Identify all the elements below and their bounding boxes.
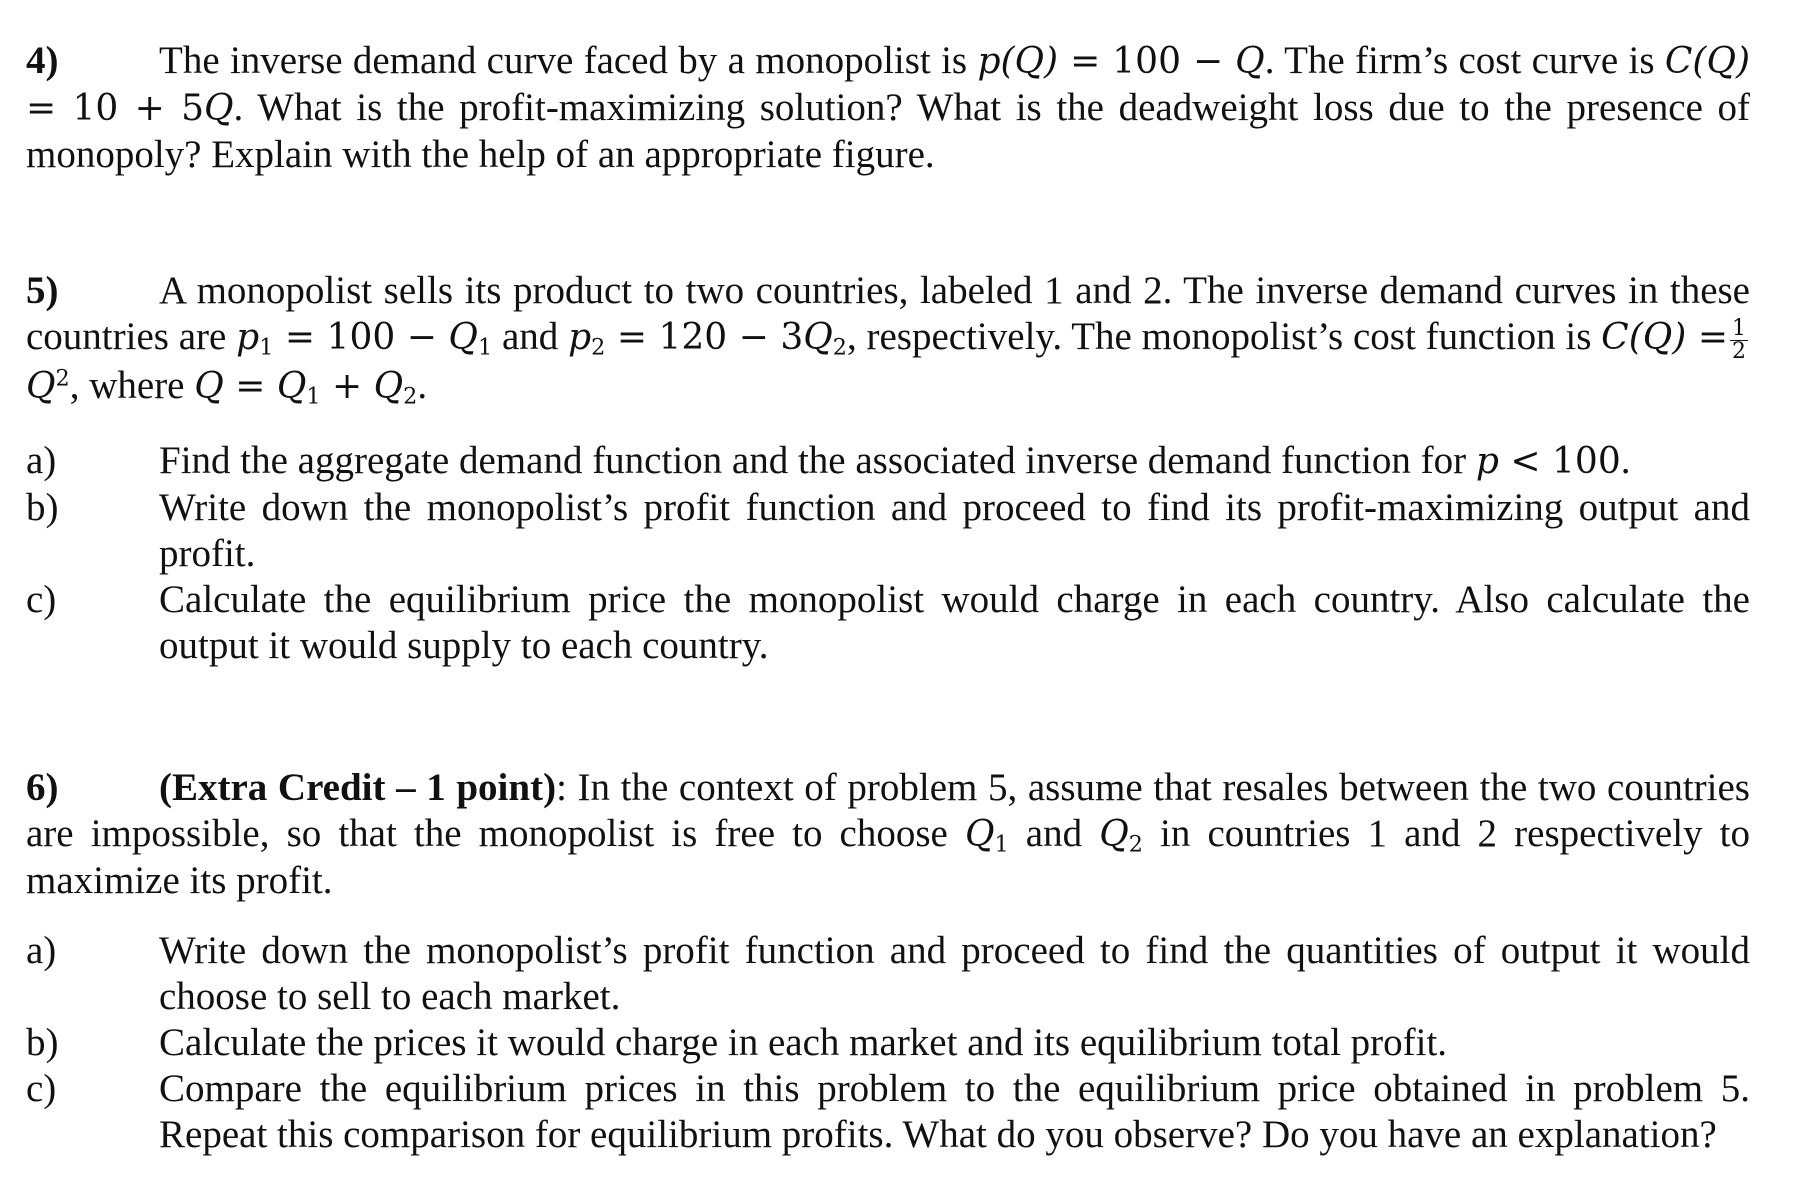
problem-6-q2: $Q_2$ [1099,813,1143,858]
problem-5-number: 5) [26,269,59,312]
problem-5-intro2: , respectively. The monopolist’s cost function is [846,315,1592,358]
problem-6-item-a [26,928,1750,1020]
item-label: a) [26,928,57,972]
item-label: b) [26,1020,59,1064]
problem-6-q1: $Q_1$ [964,813,1009,858]
problem-5-period: . [417,363,428,407]
problem-4-line1: The inverse demand curve faced by a monopolist is [159,39,968,82]
problem-6-number: 6) [26,765,59,809]
problem-4-rest: . What is the profit-maximizing solution? What is the deadweight loss due to the presence of monopoly? Explain with the help of an appropriate figure. [26,86,1750,176]
item-text: Calculate the prices it would charge in each market and its equilibrium total profit. [159,1020,1448,1064]
problem-5-item-b [26,485,1750,577]
problem-4-demand-equation: p(Q) = 100 − Q [977,41,1265,82]
problem-5-and: and [501,315,559,358]
problem-5-q-sum: $Q = Q_1 + Q_2$ [194,365,418,410]
problem-4 [26,38,1750,178]
problem-5-item-a [26,438,1750,485]
problem-5-text [26,268,1750,410]
problem-6-intro2: in countries 1 and 2 respectively to maximize its profit. [26,811,1751,902]
problem-5-intro1: A monopolist sells its product to two countries, labeled 1 and 2. The inverse demand curves in these countries are [26,269,1750,358]
problem-4-cost-equation: C(Q) = 10 + 5Q [26,41,1751,129]
problem-4-text [26,38,1750,178]
problem-6-extra-credit: (Extra Credit – 1 point) [159,765,557,809]
problem-5-item-c [26,577,1750,669]
problem-5 [26,268,1750,669]
problem-5-cost-function: C(Q) = $\frac{1}{2}$ $Q^2$ [26,315,1746,407]
price-condition: p < 100 [1475,440,1621,482]
item-label: c) [26,1066,57,1110]
problem-5-where: , where [69,363,185,407]
item-label: b) [26,485,59,529]
problem-6-intro1: : In the context of problem 5, assume that resales between the two countries are impossible, so that the monopolist is free to choose [26,765,1750,855]
item-label: a) [26,438,57,482]
item-text: Find the aggregate demand function and the associated inverse demand function for p < 100. [159,438,1631,482]
problem-6-text [26,765,1750,904]
problem-5-demand-2: $p_2 = 120 - 3Q_2$ [568,317,847,361]
item-text: Write down the monopolist’s profit function and proceed to find the quantities of output it would choose to sell to each market. [159,928,1750,1018]
item-text: Calculate the equilibrium price the monopolist would charge in each country. Also calculate the output it would supply to each country. [159,577,1750,667]
problem-6-item-b [26,1020,1750,1066]
problem-6-item-c [26,1066,1750,1158]
fraction-one-half: $\frac{1}{2}$ [1731,315,1746,364]
problem-5-demand-1: $p_1 = 100 - Q_1$ [236,317,493,361]
item-text: Compare the equilibrium prices in this problem to the equilibrium price obtained in problem 5. Repeat this comparison for equilibrium profits. What do you observe? Do you have an explanation? [159,1066,1750,1156]
problem-6-and: and [1025,811,1083,855]
item-label: c) [26,577,57,621]
problem-6 [26,765,1750,1158]
document-page [26,38,1750,1158]
problem-4-number: 4) [26,39,59,82]
item-text: Write down the monopolist’s profit function and proceed to find its profit-maximizing output and profit. [159,485,1750,575]
problem-4-line1-tail: . The firm’s cost curve is [1264,39,1655,82]
